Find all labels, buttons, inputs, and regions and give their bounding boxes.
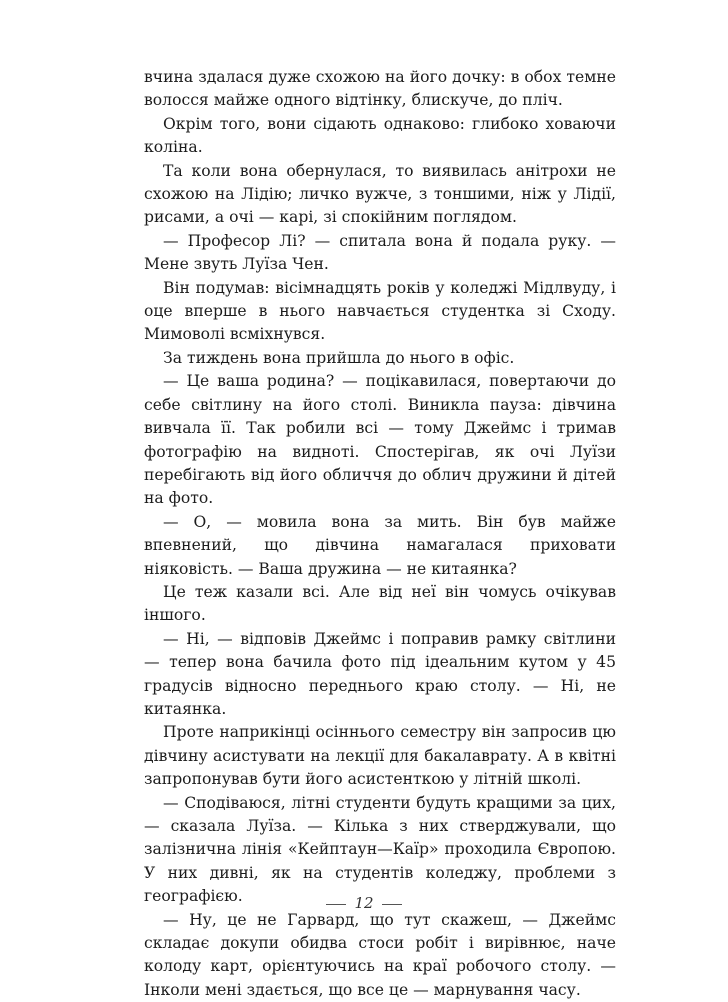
paragraph: Проте наприкінці осіннього семестру він запросив цю дівчину асистувати на лекції для бакалаврату. А в квітні запропонував бути його асистенткою у літній школі. <box>144 723 616 789</box>
paragraph: Він подумав: вісімнадцять років у коледжі Мідлвуду, і оце вперше в нього навчається студентка зі Сходу. Мимоволі всміхнувся. <box>144 278 616 344</box>
paragraph: Це теж казали всі. Але від неї він чомусь очікував іншого. <box>144 582 616 625</box>
paragraph: — О, — мовила вона за мить. Він був майже впевнений, що дівчина намагалася приховати ніяковість. — Ваша дружина — не китаянка? <box>144 512 616 578</box>
body-text <box>144 66 616 1002</box>
paragraph: — Сподіваюся, літні студенти будуть кращими за цих, — сказала Луїза. — Кілька з них стверджували, що залізнична лінія «Кейптаун—Каїр» проходила Європою. У них дивні, як на студентів коледжу, проблеми з географією. <box>144 793 616 906</box>
paragraph: Окрім того, вони сідають однаково: глибоко ховаючи коліна. <box>144 114 616 157</box>
paragraph: — Професор Лі? — спитала вона й подала руку. — Мене звуть Луїза Чен. <box>144 231 616 274</box>
folio-dash-left <box>326 904 346 905</box>
paragraph: — Ні, — відповів Джеймс і поправив рамку світлини — тепер вона бачила фото під ідеальним кутом у 45 градусів відносно переднього краю столу. — Ні, не китаянка. <box>144 629 616 718</box>
page-number-footer <box>0 893 728 913</box>
paragraph: вчина здалася дуже схожою на його дочку: в обох темне волосся майже одного відтінку, блискуче, до пліч. <box>144 68 616 110</box>
page-number: 12 <box>354 894 374 912</box>
paragraph: — Ну, це не Гарвард, що тут скажеш, — Джеймс складає докупи обидва стоси робіт і вирівнює, наче колоду карт, орієнтуючись на краї робочого столу. — Інколи мені здається, що все це — марнування часу. <box>144 910 616 999</box>
folio-dash-right <box>382 904 402 905</box>
paragraph: За тиждень вона прийшла до нього в офіс. <box>163 348 515 367</box>
paragraph: — Це ваша родина? — поцікавилася, повертаючи до себе світлину на його столі. Виникла пауза: дівчина вивчала її. Так робили всі — тому Джеймс і тримав фотографію на видноті. Спостерігав, як очі Луїзи перебігають від його обличчя до облич дружини й дітей на фото. <box>144 372 616 508</box>
paragraph: Та коли вона обернулася, то виявилась анітрохи не схожою на Лідію; личко вужче, з тоншими, ніж у Лідії, рисами, а очі — карі, зі спокійним поглядом. <box>144 161 616 227</box>
